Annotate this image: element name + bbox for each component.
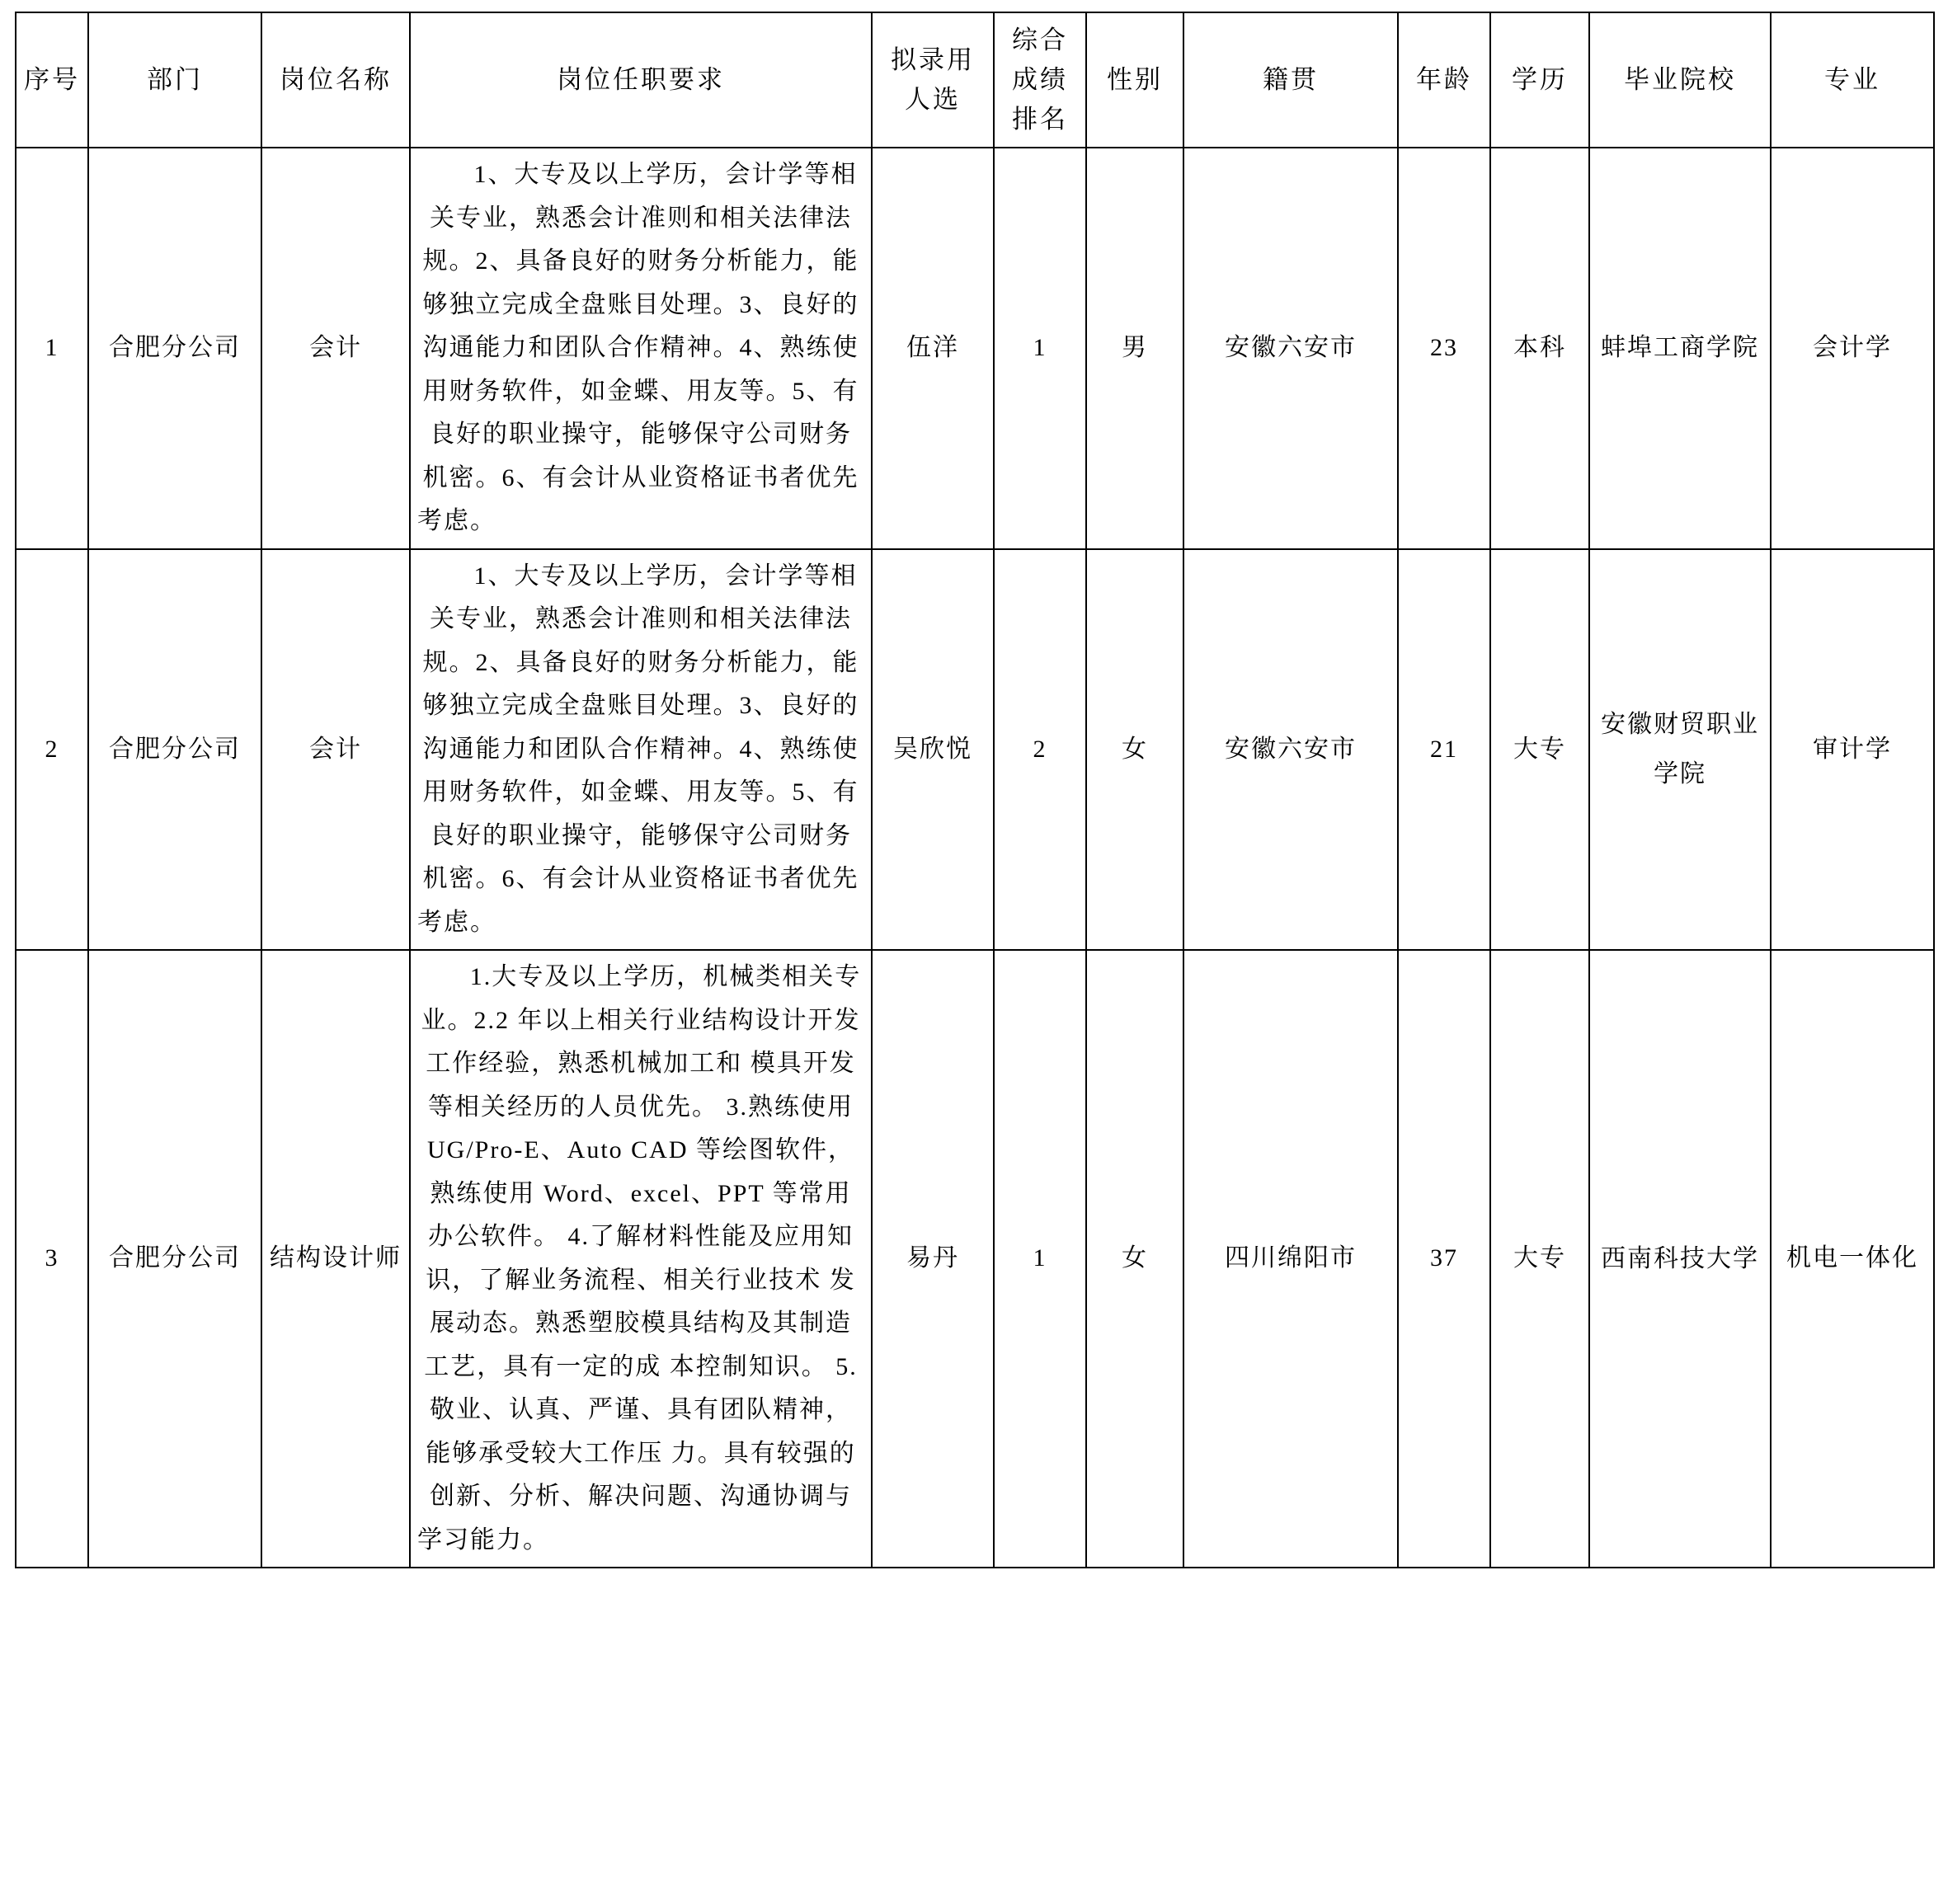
cell-requirements bbox=[410, 549, 872, 951]
column-header-school bbox=[1589, 12, 1771, 148]
cell-major-value: 审计学 bbox=[1813, 735, 1892, 763]
cell-school bbox=[1589, 549, 1771, 951]
cell-school bbox=[1589, 148, 1771, 549]
cell-age bbox=[1398, 950, 1490, 1568]
cell-origin bbox=[1183, 148, 1398, 549]
cell-education-value: 本科 bbox=[1513, 334, 1566, 361]
cell-rank bbox=[994, 549, 1086, 951]
column-header-school-label: 毕业院校 bbox=[1624, 64, 1736, 94]
cell-requirements-value: 1、大专及以上学历，会计学等相关专业，熟悉会计准则和相关法律法规。2、具备良好的财务分析能力，能够独立完成全盘账目处理。3、良好的沟通能力和团队合作精神。4、熟练使用财务软件，如金蝶、用友等。5、有良好的职业操守，能够保守公司财务机密。6、有会计从业资格证书者优先考虑。 bbox=[417, 161, 859, 534]
column-header-candidate-label-line2: 人选 bbox=[905, 85, 961, 114]
cell-dept-value: 合肥分公司 bbox=[109, 334, 241, 361]
cell-gender-value: 女 bbox=[1122, 1244, 1148, 1272]
cell-age bbox=[1398, 549, 1490, 951]
cell-origin-value: 安徽六安市 bbox=[1225, 735, 1357, 763]
cell-age bbox=[1398, 148, 1490, 549]
column-header-major bbox=[1771, 12, 1934, 148]
cell-school-value: 西南科技大学 bbox=[1601, 1244, 1759, 1272]
column-header-rank bbox=[994, 12, 1086, 148]
cell-seq bbox=[16, 148, 88, 549]
cell-school-value: 蚌埠工商学院 bbox=[1601, 334, 1759, 362]
cell-age-value: 37 bbox=[1430, 1244, 1458, 1272]
column-header-post-label: 岗位名称 bbox=[280, 64, 392, 94]
cell-seq-value: 3 bbox=[45, 1244, 59, 1272]
cell-major bbox=[1771, 148, 1934, 549]
cell-rank bbox=[994, 950, 1086, 1568]
cell-post bbox=[261, 148, 410, 549]
column-header-requirements-label: 岗位任职要求 bbox=[557, 64, 725, 94]
recruitment-result-table bbox=[15, 12, 1935, 1568]
column-header-education-label: 学历 bbox=[1512, 64, 1568, 94]
cell-dept bbox=[88, 549, 261, 951]
cell-rank-value: 1 bbox=[1033, 334, 1047, 361]
cell-education bbox=[1490, 950, 1589, 1568]
table-row bbox=[16, 950, 1934, 1568]
cell-candidate bbox=[872, 950, 994, 1568]
column-header-gender-label: 性别 bbox=[1107, 64, 1163, 94]
column-header-gender bbox=[1086, 12, 1183, 148]
column-header-rank-label-line3: 排名 bbox=[1012, 105, 1068, 134]
cell-age-value: 23 bbox=[1430, 334, 1458, 361]
cell-gender bbox=[1086, 549, 1183, 951]
cell-seq-value: 2 bbox=[45, 735, 59, 763]
cell-dept-value: 合肥分公司 bbox=[109, 1244, 241, 1272]
column-header-dept bbox=[88, 12, 261, 148]
cell-major bbox=[1771, 950, 1934, 1568]
cell-school-value: 安徽财贸职业学院 bbox=[1601, 710, 1759, 787]
column-header-candidate bbox=[872, 12, 994, 148]
cell-candidate-value: 吴欣悦 bbox=[893, 735, 972, 763]
column-header-seq bbox=[16, 12, 88, 148]
column-header-post bbox=[261, 12, 410, 148]
column-header-age bbox=[1398, 12, 1490, 148]
table-header bbox=[16, 12, 1934, 148]
cell-rank bbox=[994, 148, 1086, 549]
cell-rank-value: 1 bbox=[1033, 1244, 1047, 1272]
column-header-age-label: 年龄 bbox=[1416, 64, 1472, 94]
cell-seq bbox=[16, 950, 88, 1568]
table-row bbox=[16, 549, 1934, 951]
cell-gender bbox=[1086, 148, 1183, 549]
cell-dept bbox=[88, 148, 261, 549]
column-header-rank-label-line1: 综合 bbox=[1012, 25, 1068, 54]
cell-rank-value: 2 bbox=[1033, 735, 1047, 763]
cell-gender bbox=[1086, 950, 1183, 1568]
cell-gender-value: 男 bbox=[1122, 334, 1148, 361]
column-header-education bbox=[1490, 12, 1589, 148]
cell-post-value: 结构设计师 bbox=[270, 1244, 402, 1272]
cell-dept-value: 合肥分公司 bbox=[109, 735, 241, 763]
cell-requirements-value: 1.大专及以上学历，机械类相关专业。2.2 年以上相关行业结构设计开发工作经验，熟悉机械加工和 模具开发等相关经历的人员优先。 3.熟练使用 UG/Pro-E、Auto CAD 等绘图软件，熟练使用 Word、excel、PPT 等常用办公软件。 4.了解材料性能及应用知识，了解业务流程、相关行业技术 发展动态。熟悉塑胶模具结构及其制造工艺，具有一定的成 本控制知识。 5.敬业、认真、严谨、具有团队精神，能够承受较大工作压 力。具有较强的创新、分析、解决问题、沟通协调与学习能力。 bbox=[417, 963, 862, 1554]
cell-requirements-value: 1、大专及以上学历，会计学等相关专业，熟悉会计准则和相关法律法规。2、具备良好的财务分析能力，能够独立完成全盘账目处理。3、良好的沟通能力和团队合作精神。4、熟练使用财务软件，如金蝶、用友等。5、有良好的职业操守，能够保守公司财务机密。6、有会计从业资格证书者优先考虑。 bbox=[417, 562, 859, 936]
cell-origin bbox=[1183, 950, 1398, 1568]
column-header-dept-label: 部门 bbox=[147, 64, 203, 94]
cell-candidate-value: 伍洋 bbox=[906, 334, 959, 361]
column-header-requirements bbox=[410, 12, 872, 148]
table-header-row bbox=[16, 12, 1934, 148]
cell-candidate bbox=[872, 549, 994, 951]
column-header-origin-label: 籍贯 bbox=[1263, 64, 1319, 94]
cell-education bbox=[1490, 549, 1589, 951]
cell-requirements bbox=[410, 950, 872, 1568]
column-header-major-label: 专业 bbox=[1824, 64, 1880, 94]
cell-post-value: 会计 bbox=[309, 735, 362, 763]
cell-seq bbox=[16, 549, 88, 951]
cell-age-value: 21 bbox=[1430, 735, 1458, 763]
cell-major-value: 机电一体化 bbox=[1786, 1244, 1918, 1272]
cell-origin-value: 安徽六安市 bbox=[1225, 334, 1357, 361]
cell-post bbox=[261, 950, 410, 1568]
table-row bbox=[16, 148, 1934, 549]
cell-candidate-value: 易丹 bbox=[906, 1244, 959, 1272]
cell-school bbox=[1589, 950, 1771, 1568]
column-header-origin bbox=[1183, 12, 1398, 148]
column-header-candidate-label-line1: 拟录用 bbox=[891, 45, 975, 74]
cell-origin-value: 四川绵阳市 bbox=[1225, 1244, 1357, 1272]
cell-education bbox=[1490, 148, 1589, 549]
cell-post bbox=[261, 549, 410, 951]
cell-major bbox=[1771, 549, 1934, 951]
cell-education-value: 大专 bbox=[1513, 735, 1566, 763]
column-header-seq-label: 序号 bbox=[24, 64, 80, 94]
cell-seq-value: 1 bbox=[45, 334, 59, 361]
cell-requirements bbox=[410, 148, 872, 549]
cell-origin bbox=[1183, 549, 1398, 951]
cell-candidate bbox=[872, 148, 994, 549]
column-header-rank-label-line2: 成绩 bbox=[1012, 64, 1068, 94]
cell-gender-value: 女 bbox=[1122, 735, 1148, 763]
table-body bbox=[16, 148, 1934, 1568]
cell-major-value: 会计学 bbox=[1813, 334, 1892, 361]
cell-dept bbox=[88, 950, 261, 1568]
cell-post-value: 会计 bbox=[309, 334, 362, 361]
cell-education-value: 大专 bbox=[1513, 1244, 1566, 1272]
